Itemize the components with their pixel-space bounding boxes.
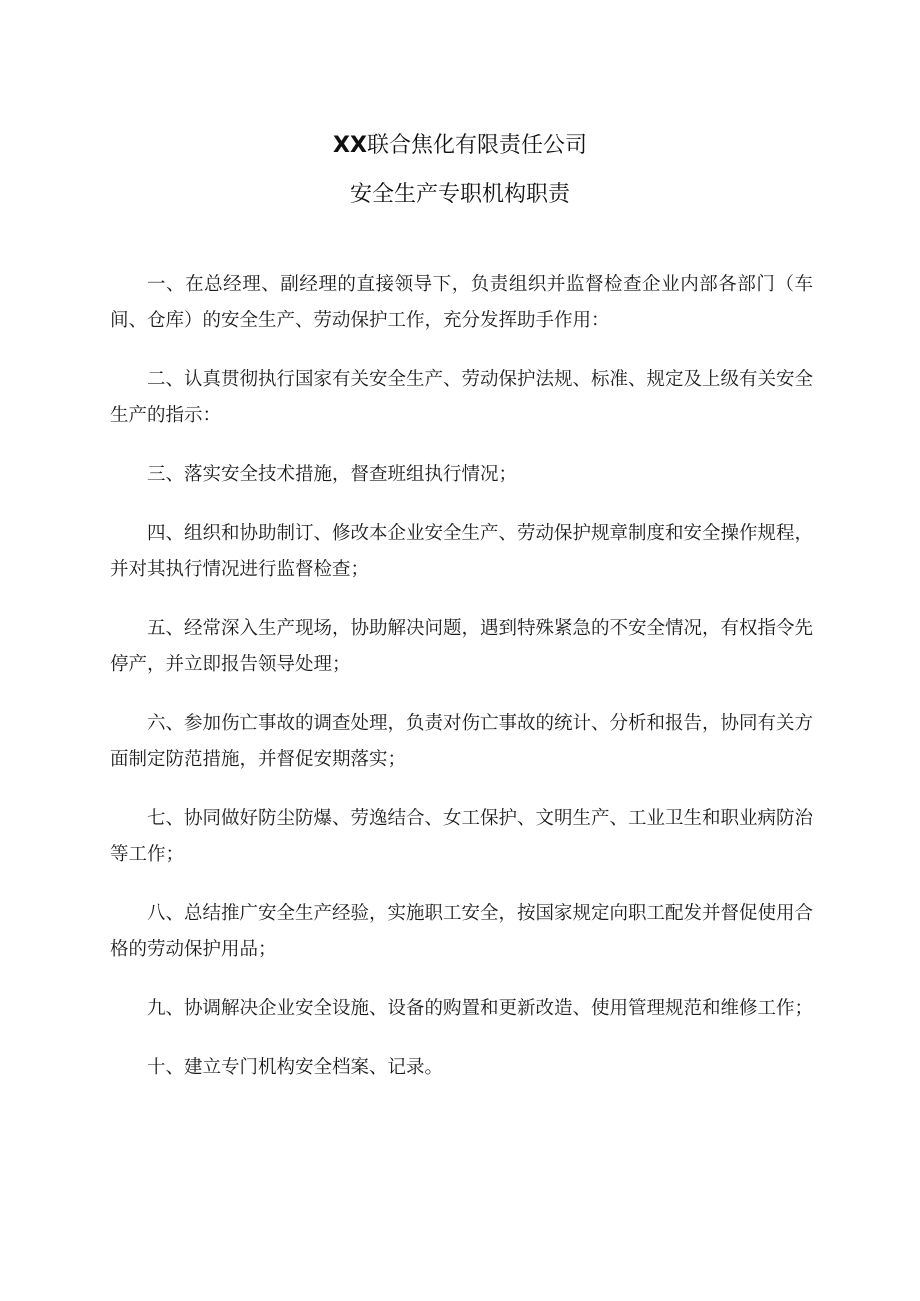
clause-6: 六、参加伤亡事故的调查处理，负责对伤亡事故的统计、分析和报告，协同有关方面制定防范措施，并督促安期落实； bbox=[110, 713, 814, 770]
clause-1: 一、在总经理、副经理的直接领导下，负责组织并监督检查企业内部各部门（车间、仓库）的安全生产、劳动保护工作，充分发挥助手作用： bbox=[110, 274, 813, 331]
title-prefix: XX bbox=[333, 133, 367, 158]
clause-2: 二、认真贯彻执行国家有关安全生产、劳动保护法规、标准、规定及上级有关安全生产的指示： bbox=[110, 369, 814, 426]
clause-8: 八、总结推广安全生产经验，实施职工安全，按国家规定向职工配发并督促使用合格的劳动保护用品； bbox=[110, 903, 814, 960]
clause-10: 十、建立专门机构安全档案、记录。 bbox=[147, 1057, 444, 1078]
title-rest: 联合焦化有限责任公司 bbox=[366, 133, 587, 158]
clause-4: 四、组织和协助制订、修改本企业安全生产、劳动保护规章制度和安全操作规程，并对其执行情况进行监督检查； bbox=[110, 523, 814, 580]
document-subtitle: 安全生产专职机构职责 bbox=[349, 182, 570, 207]
clause-3: 三、落实安全技术措施，督查班组执行情况； bbox=[147, 464, 518, 485]
document-title bbox=[0, 128, 920, 164]
document-body bbox=[110, 267, 813, 1086]
clause-7: 七、协同做好防尘防爆、劳逸结合、女工保护、文明生产、工业卫生和职业病防治等工作； bbox=[110, 808, 814, 865]
clause-9: 九、协调解决企业安全设施、设备的购置和更新改造、使用管理规范和维修工作； bbox=[147, 998, 814, 1019]
clause-5: 五、经常深入生产现场，协助解决问题，遇到特殊紧急的不安全情况，有权指令先停产，并立即报告领导处理； bbox=[110, 618, 814, 675]
